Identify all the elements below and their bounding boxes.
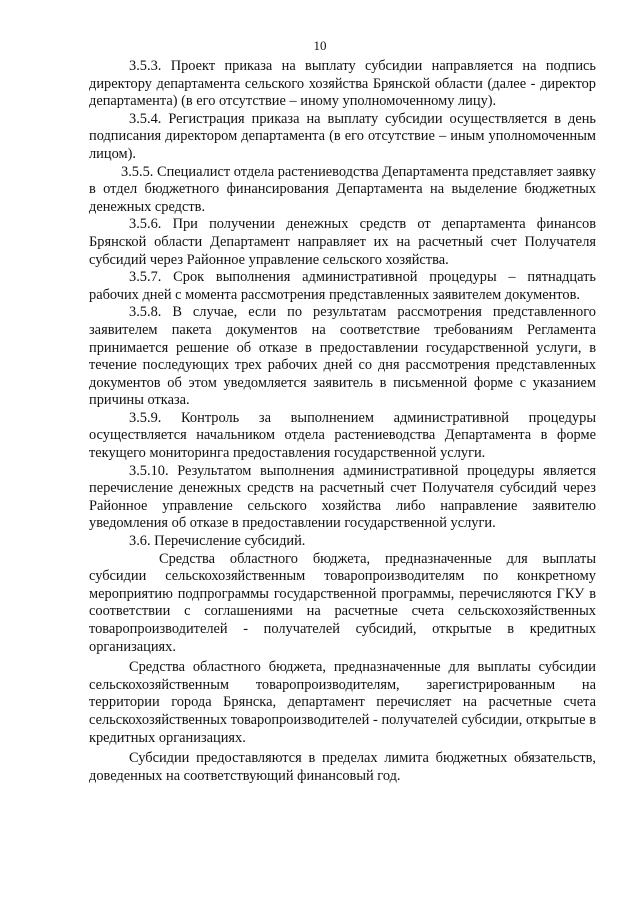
paragraph-3-5-10: 3.5.10. Результатом выполнения административной процедуры является перечисление денежных средств на расчетный счет Получателя субсидий через Районное управление сельского хозяйства либо направление заявителю уведомления об отказе в предоставлении государственной услуги.: [89, 462, 596, 532]
paragraph-3-5-7: 3.5.7. Срок выполнения административной процедуры – пятнадцать рабочих дней с момента рассмотрения представленных заявителем документов.: [89, 269, 596, 303]
paragraph-subsidy-limits: Субсидии предоставляются в пределах лимита бюджетных обязательств, доведенных на соответствующий финансовый год.: [89, 750, 596, 784]
paragraph-3-5-6: 3.5.6. При получении денежных средств от департамента финансов Брянской области Департамент направляет их на расчетный счет Получателя субсидий через Районное управление сельского хозяйства.: [89, 216, 596, 268]
document-body: [89, 58, 596, 785]
paragraph-regional-budget-funds: Средства областного бюджета, предназначенные для выплаты субсидии сельскохозяйственным товаропроизводителям по конкретному мероприятию подпрограммы государственной программы, перечисляются ГКУ в соответствии с соглашениями на расчетные счета сельскохозяйственных товаропроизводителей - получателей субсидий, открытые в кредитных организациях.: [89, 550, 596, 655]
paragraph-bryansk-producers: Средства областного бюджета, предназначенные для выплаты субсидии сельскохозяйственным товаропроизводителям, зарегистрированным на территории города Брянска, департамент перечисляет на расчетные счета сельскохозяйственных товаропроизводителей - получателей субсидии, открытые в кредитных организациях.: [89, 659, 596, 746]
section-heading-3-6: 3.6. Перечисление субсидий.: [129, 533, 306, 550]
paragraph-3-5-5: 3.5.5. Специалист отдела растениеводства Департамента представляет заявку в отдел бюджетного финансирования Департамента на выделение бюджетных денежных средств.: [89, 163, 596, 215]
paragraph-3-5-3: 3.5.3. Проект приказа на выплату субсидии направляется на подпись директору департамента сельского хозяйства Брянской области (далее - директор департамента) (в его отсутствие – иному уполномоченному лицу).: [89, 58, 596, 110]
page-number: 10: [313, 38, 327, 53]
paragraph-3-5-9: 3.5.9. Контроль за выполнением административной процедуры осуществляется начальником отдела растениеводства Департамента в форме текущего мониторинга предоставления государственной услуги.: [89, 409, 596, 462]
paragraph-3-5-4: 3.5.4. Регистрация приказа на выплату субсидии осуществляется в день подписания директором департамента (в его отсутствие – иным уполномоченным лицом).: [89, 110, 596, 162]
paragraph-3-5-8: 3.5.8. В случае, если по результатам рассмотрения представленного заявителем пакета документов на соответствие требованиям Регламента принимается решение об отказе в предоставлении государственной услуги, в течение последующих трех рабочих дней со дня рассмотрения представленных документов об этом уведомляется заявитель в письменной форме с указанием причины отказа.: [89, 304, 596, 409]
